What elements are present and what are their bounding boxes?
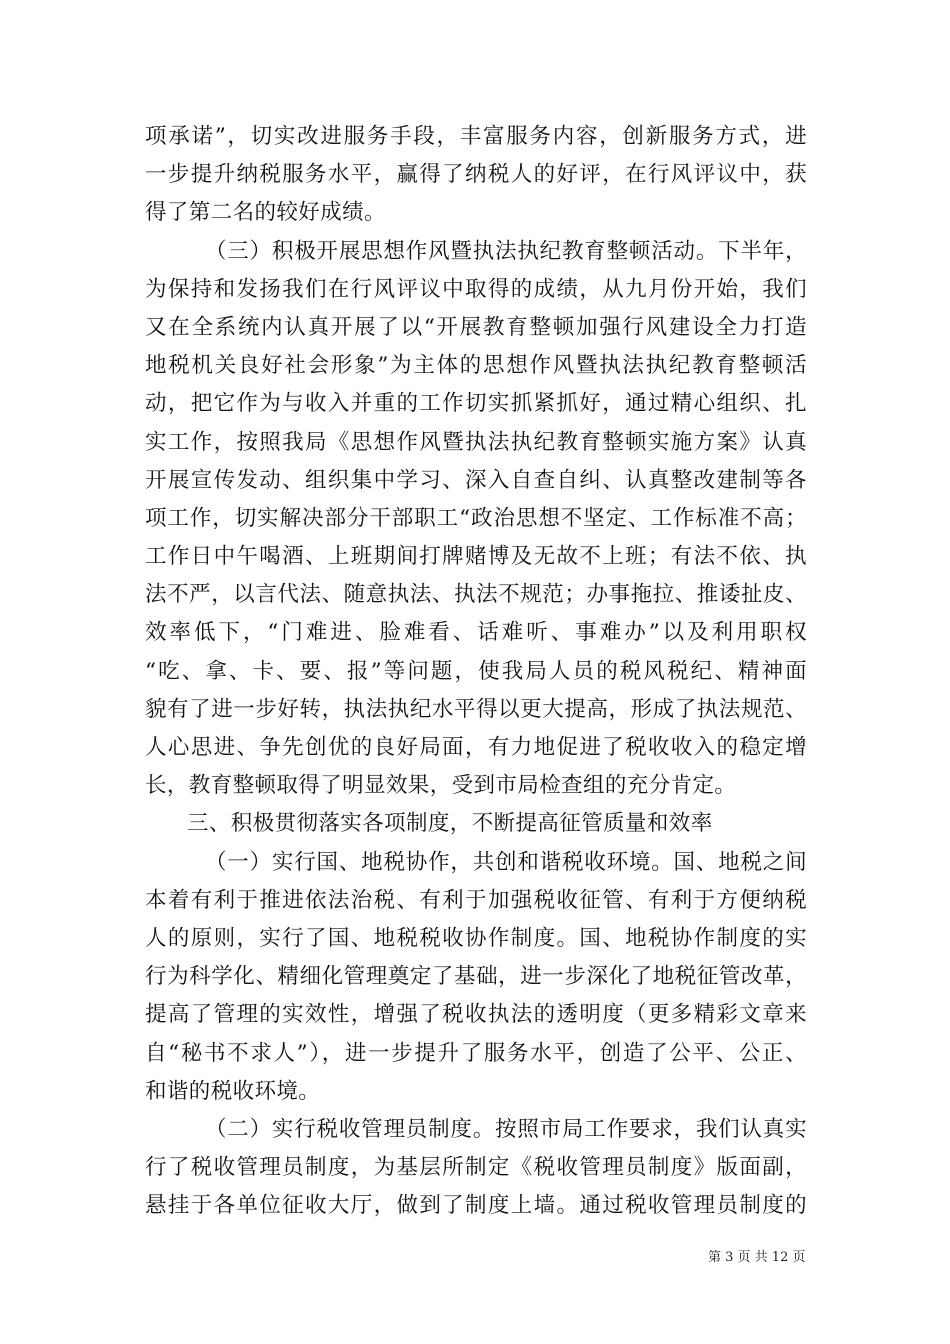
text-line: 人的原则，实行了国、地税税收协作制度。国、地税协作制度的实 (145, 925, 807, 951)
text-line: 一步提升纳税服务水平，赢得了纳税人的好评，在行风评议中，获 (145, 162, 807, 188)
paragraph-start: （三）积极开展思想作风暨执法执纪教育整顿活动。下半年， (205, 238, 807, 264)
text-line: 法不严，以言代法、随意执法、执法不规范；办事拖拉、推诿扯皮、 (145, 582, 807, 608)
text-line: 开展宣传发动、组织集中学习、深入自查自纠、认真整改建制等各 (145, 467, 807, 493)
text-line: 行为科学化、精细化管理奠定了基础，进一步深化了地税征管改革， (145, 964, 807, 990)
text-line: 工作日中午喝酒、上班期间打牌赌博及无故不上班；有法不依、执 (145, 544, 807, 570)
section-heading: 三、积极贯彻落实各项制度，不断提高征管质量和效率 (187, 811, 713, 837)
text-line: 长，教育整顿取得了明显效果，受到市局检查组的充分肯定。 (145, 773, 737, 799)
paragraph-start: （一）实行国、地税协作，共创和谐税收环境。国、地税之间 (205, 849, 807, 875)
page-number-footer: 第 3 页 共 12 页 (708, 1250, 806, 1265)
text-line: 又在全系统内认真开展了以“开展教育整顿加强行风建设全力打造 (145, 314, 807, 340)
text-line: 实工作，按照我局《思想作风暨执法执纪教育整顿实施方案》认真 (145, 429, 807, 455)
text-line: 本着有利于推进依法治税、有利于加强税收征管、有利于方便纳税 (145, 887, 807, 913)
text-line: 为保持和发扬我们在行风评议中取得的成绩，从九月份开始，我们 (145, 276, 807, 302)
text-line: 貌有了进一步好转，执法执纪水平得以更大提高，形成了执法规范、 (145, 696, 807, 722)
text-line: 悬挂于各单位征收大厅，做到了制度上墙。通过税收管理员制度的 (145, 1193, 807, 1219)
paragraph-start: （二）实行税收管理员制度。按照市局工作要求，我们认真实 (205, 1116, 807, 1142)
text-line: 提高了管理的实效性，增强了税收执法的透明度（更多精彩文章来 (145, 1002, 807, 1028)
text-line: 效率低下，“门难进、脸难看、话难听、事难办”以及利用职权 (145, 620, 807, 646)
text-line: “吃、拿、卡、要、报”等问题，使我局人员的税风税纪、精神面 (145, 658, 807, 684)
text-line: 人心思进、争先创优的良好局面，有力地促进了税收收入的稳定增 (145, 735, 807, 760)
text-line: 行了税收管理员制度，为基层所制定《税收管理员制度》版面副， (145, 1155, 807, 1181)
text-line: 项承诺”，切实改进服务手段，丰富服务内容，创新服务方式，进 (145, 124, 807, 149)
text-line: 动，把它作为与收入并重的工作切实抓紧抓好，通过精心组织、扎 (145, 391, 807, 417)
body-text (145, 118, 807, 1225)
text-line: 地税机关良好社会形象”为主体的思想作风暨执法执纪教育整顿活 (145, 353, 807, 379)
text-line: 项工作，切实解决部分干部职工“政治思想不坚定、工作标准不高； (145, 505, 807, 531)
text-line: 自“秘书不求人”），进一步提升了服务水平，创造了公平、公正、 (145, 1040, 807, 1066)
text-line: 和谐的税收环境。 (145, 1078, 321, 1104)
text-line: 得了第二名的较好成绩。 (145, 200, 386, 226)
